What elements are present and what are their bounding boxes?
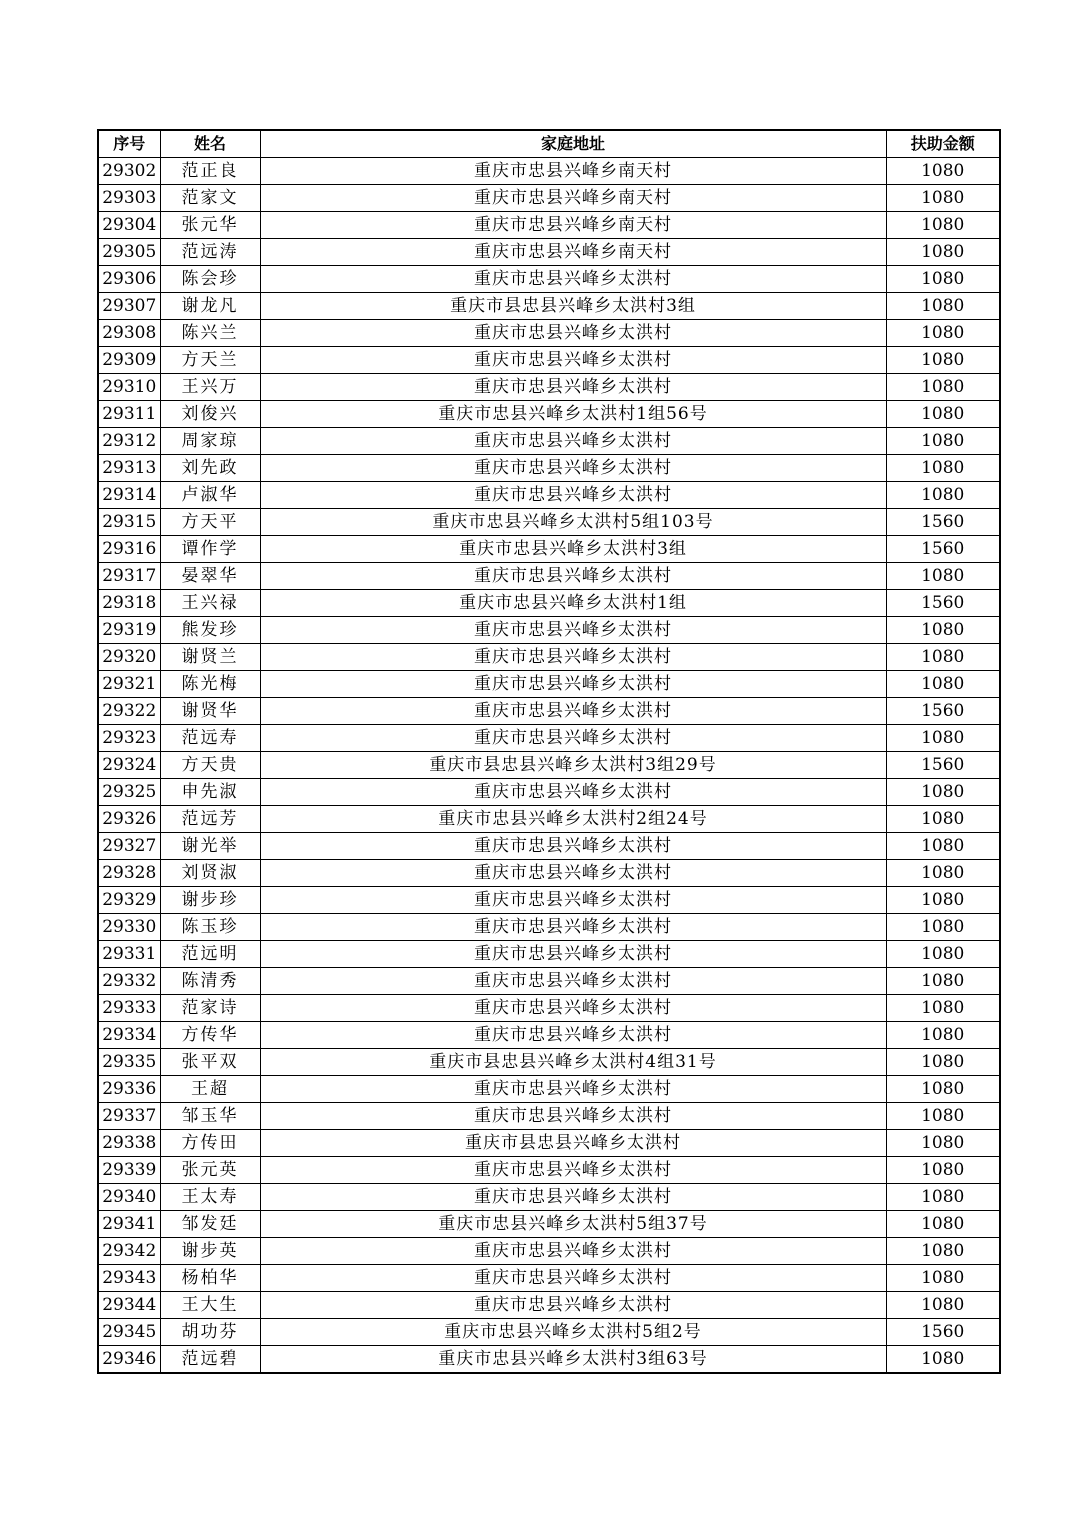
cell-amount: 1080 [886,887,1000,914]
cell-amount: 1080 [886,860,1000,887]
table-row [98,239,1000,266]
table-row [98,671,1000,698]
cell-seq: 29305 [98,239,160,266]
cell-name: 方天平 [160,509,260,536]
cell-seq: 29318 [98,590,160,617]
cell-address: 重庆市忠县兴峰乡太洪村 [260,455,886,482]
cell-amount: 1080 [886,1157,1000,1184]
cell-amount: 1080 [886,1238,1000,1265]
cell-name: 熊发珍 [160,617,260,644]
cell-name: 张元英 [160,1157,260,1184]
cell-amount: 1080 [886,779,1000,806]
cell-seq: 29320 [98,644,160,671]
table-row [98,860,1000,887]
cell-seq: 29308 [98,320,160,347]
cell-address: 重庆市忠县兴峰乡南天村 [260,185,886,212]
cell-name: 谭作学 [160,536,260,563]
cell-seq: 29342 [98,1238,160,1265]
cell-seq: 29309 [98,347,160,374]
table-row [98,536,1000,563]
cell-amount: 1560 [886,590,1000,617]
cell-name: 陈清秀 [160,968,260,995]
cell-name: 王太寿 [160,1184,260,1211]
cell-address: 重庆市忠县兴峰乡太洪村 [260,563,886,590]
cell-address: 重庆市忠县兴峰乡太洪村 [260,887,886,914]
cell-seq: 29321 [98,671,160,698]
cell-amount: 1080 [886,941,1000,968]
cell-address: 重庆市忠县兴峰乡太洪村 [260,644,886,671]
cell-address: 重庆市忠县兴峰乡太洪村3组63号 [260,1346,886,1374]
cell-seq: 29319 [98,617,160,644]
cell-amount: 1080 [886,1049,1000,1076]
cell-seq: 29304 [98,212,160,239]
cell-address: 重庆市忠县兴峰乡太洪村 [260,347,886,374]
table-row [98,1292,1000,1319]
cell-name: 胡功芬 [160,1319,260,1346]
cell-amount: 1080 [886,833,1000,860]
table-body [98,158,1000,1374]
header-seq: 序号 [98,130,160,158]
cell-address: 重庆市忠县兴峰乡太洪村 [260,374,886,401]
cell-address: 重庆市忠县兴峰乡太洪村1组 [260,590,886,617]
cell-name: 刘贤淑 [160,860,260,887]
cell-address: 重庆市忠县兴峰乡太洪村 [260,482,886,509]
cell-name: 张平双 [160,1049,260,1076]
cell-seq: 29316 [98,536,160,563]
cell-address: 重庆市忠县兴峰乡太洪村 [260,1103,886,1130]
cell-seq: 29334 [98,1022,160,1049]
cell-address: 重庆市忠县兴峰乡太洪村 [260,779,886,806]
cell-seq: 29314 [98,482,160,509]
cell-address: 重庆市忠县兴峰乡太洪村1组56号 [260,401,886,428]
table-row [98,482,1000,509]
cell-seq: 29330 [98,914,160,941]
cell-seq: 29302 [98,158,160,185]
cell-name: 申先淑 [160,779,260,806]
cell-name: 刘先政 [160,455,260,482]
cell-seq: 29328 [98,860,160,887]
cell-name: 谢步英 [160,1238,260,1265]
cell-amount: 1080 [886,1211,1000,1238]
cell-seq: 29310 [98,374,160,401]
cell-name: 范远明 [160,941,260,968]
cell-amount: 1560 [886,752,1000,779]
cell-amount: 1080 [886,1076,1000,1103]
assistance-table [97,129,1001,1374]
cell-seq: 29329 [98,887,160,914]
cell-seq: 29324 [98,752,160,779]
table-row [98,698,1000,725]
cell-seq: 29345 [98,1319,160,1346]
cell-address: 重庆市忠县兴峰乡太洪村 [260,617,886,644]
cell-name: 谢光举 [160,833,260,860]
table-row [98,347,1000,374]
table-row [98,1346,1000,1374]
cell-name: 方天贵 [160,752,260,779]
cell-address: 重庆市忠县兴峰乡太洪村 [260,1076,886,1103]
cell-name: 谢贤兰 [160,644,260,671]
table-row [98,1049,1000,1076]
cell-amount: 1080 [886,806,1000,833]
cell-seq: 29317 [98,563,160,590]
table-row [98,293,1000,320]
cell-name: 晏翠华 [160,563,260,590]
cell-address: 重庆市忠县兴峰乡南天村 [260,212,886,239]
table-row [98,1022,1000,1049]
cell-name: 刘俊兴 [160,401,260,428]
table-row [98,185,1000,212]
table-row [98,1319,1000,1346]
cell-name: 范远寿 [160,725,260,752]
cell-address: 重庆市忠县兴峰乡南天村 [260,158,886,185]
table-row [98,1211,1000,1238]
table-row [98,1076,1000,1103]
cell-address: 重庆市忠县兴峰乡太洪村 [260,995,886,1022]
cell-name: 陈会珍 [160,266,260,293]
cell-address: 重庆市县忠县兴峰乡太洪村3组 [260,293,886,320]
cell-amount: 1080 [886,1346,1000,1374]
cell-amount: 1080 [886,1184,1000,1211]
cell-seq: 29344 [98,1292,160,1319]
cell-amount: 1080 [886,671,1000,698]
cell-seq: 29333 [98,995,160,1022]
cell-name: 谢步珍 [160,887,260,914]
cell-address: 重庆市县忠县兴峰乡太洪村 [260,1130,886,1157]
table-row [98,401,1000,428]
cell-name: 周家琼 [160,428,260,455]
cell-address: 重庆市忠县兴峰乡南天村 [260,239,886,266]
cell-amount: 1080 [886,1022,1000,1049]
cell-address: 重庆市忠县兴峰乡太洪村 [260,1157,886,1184]
header-amount: 扶助金额 [886,130,1000,158]
cell-name: 王大生 [160,1292,260,1319]
cell-amount: 1080 [886,968,1000,995]
table-row [98,1265,1000,1292]
cell-address: 重庆市忠县兴峰乡太洪村 [260,428,886,455]
cell-seq: 29325 [98,779,160,806]
cell-seq: 29326 [98,806,160,833]
cell-address: 重庆市忠县兴峰乡太洪村 [260,1292,886,1319]
table-row [98,428,1000,455]
table-row [98,320,1000,347]
cell-name: 陈光梅 [160,671,260,698]
cell-name: 谢龙凡 [160,293,260,320]
cell-seq: 29340 [98,1184,160,1211]
cell-amount: 1080 [886,293,1000,320]
table-row [98,752,1000,779]
cell-seq: 29337 [98,1103,160,1130]
table-row [98,509,1000,536]
cell-seq: 29346 [98,1346,160,1374]
cell-name: 范远碧 [160,1346,260,1374]
cell-seq: 29338 [98,1130,160,1157]
cell-address: 重庆市县忠县兴峰乡太洪村4组31号 [260,1049,886,1076]
cell-name: 方传田 [160,1130,260,1157]
cell-seq: 29341 [98,1211,160,1238]
cell-amount: 1080 [886,644,1000,671]
cell-seq: 29332 [98,968,160,995]
cell-name: 范正良 [160,158,260,185]
cell-name: 方传华 [160,1022,260,1049]
cell-address: 重庆市忠县兴峰乡太洪村 [260,698,886,725]
cell-name: 陈兴兰 [160,320,260,347]
cell-name: 范远芳 [160,806,260,833]
cell-address: 重庆市忠县兴峰乡太洪村 [260,1184,886,1211]
cell-seq: 29331 [98,941,160,968]
table-row [98,725,1000,752]
table-row [98,1238,1000,1265]
table-row [98,968,1000,995]
cell-address: 重庆市忠县兴峰乡太洪村 [260,1265,886,1292]
cell-seq: 29322 [98,698,160,725]
cell-name: 方天兰 [160,347,260,374]
cell-amount: 1080 [886,212,1000,239]
cell-name: 范家诗 [160,995,260,1022]
table-row [98,266,1000,293]
cell-address: 重庆市忠县兴峰乡太洪村5组103号 [260,509,886,536]
cell-amount: 1080 [886,266,1000,293]
cell-address: 重庆市忠县兴峰乡太洪村5组2号 [260,1319,886,1346]
cell-address: 重庆市县忠县兴峰乡太洪村3组29号 [260,752,886,779]
table-row [98,1184,1000,1211]
cell-amount: 1080 [886,914,1000,941]
cell-name: 王超 [160,1076,260,1103]
table-row [98,617,1000,644]
table-row [98,212,1000,239]
cell-amount: 1080 [886,617,1000,644]
cell-amount: 1560 [886,698,1000,725]
table-row [98,1103,1000,1130]
cell-address: 重庆市忠县兴峰乡太洪村 [260,914,886,941]
cell-amount: 1080 [886,1292,1000,1319]
cell-address: 重庆市忠县兴峰乡太洪村 [260,320,886,347]
cell-amount: 1080 [886,1265,1000,1292]
cell-seq: 29343 [98,1265,160,1292]
cell-amount: 1560 [886,1319,1000,1346]
header-address: 家庭地址 [260,130,886,158]
table-row [98,590,1000,617]
cell-amount: 1560 [886,509,1000,536]
table-header-row [98,130,1000,158]
table-row [98,158,1000,185]
cell-address: 重庆市忠县兴峰乡太洪村 [260,1238,886,1265]
table-row [98,563,1000,590]
cell-address: 重庆市忠县兴峰乡太洪村3组 [260,536,886,563]
table-row [98,887,1000,914]
cell-amount: 1080 [886,239,1000,266]
cell-amount: 1080 [886,320,1000,347]
cell-seq: 29315 [98,509,160,536]
cell-seq: 29306 [98,266,160,293]
cell-amount: 1080 [886,347,1000,374]
cell-amount: 1080 [886,401,1000,428]
table-row [98,779,1000,806]
cell-seq: 29335 [98,1049,160,1076]
cell-amount: 1080 [886,1103,1000,1130]
header-name: 姓名 [160,130,260,158]
cell-name: 杨柏华 [160,1265,260,1292]
cell-address: 重庆市忠县兴峰乡太洪村 [260,725,886,752]
table-row [98,1157,1000,1184]
table-row [98,995,1000,1022]
cell-seq: 29339 [98,1157,160,1184]
cell-seq: 29303 [98,185,160,212]
cell-name: 王兴万 [160,374,260,401]
cell-seq: 29307 [98,293,160,320]
table-row [98,806,1000,833]
cell-amount: 1080 [886,995,1000,1022]
table-row [98,833,1000,860]
cell-name: 范家文 [160,185,260,212]
cell-address: 重庆市忠县兴峰乡太洪村2组24号 [260,806,886,833]
cell-amount: 1080 [886,482,1000,509]
table-row [98,914,1000,941]
cell-amount: 1560 [886,536,1000,563]
cell-address: 重庆市忠县兴峰乡太洪村 [260,941,886,968]
cell-amount: 1080 [886,725,1000,752]
table-row [98,644,1000,671]
cell-amount: 1080 [886,428,1000,455]
table-row [98,1130,1000,1157]
cell-name: 谢贤华 [160,698,260,725]
cell-address: 重庆市忠县兴峰乡太洪村 [260,833,886,860]
cell-seq: 29312 [98,428,160,455]
cell-seq: 29313 [98,455,160,482]
cell-amount: 1080 [886,374,1000,401]
table-row [98,455,1000,482]
cell-address: 重庆市忠县兴峰乡太洪村 [260,860,886,887]
cell-seq: 29323 [98,725,160,752]
cell-amount: 1080 [886,455,1000,482]
cell-seq: 29336 [98,1076,160,1103]
cell-seq: 29311 [98,401,160,428]
cell-name: 范远涛 [160,239,260,266]
cell-name: 张元华 [160,212,260,239]
cell-amount: 1080 [886,158,1000,185]
table-row [98,374,1000,401]
cell-address: 重庆市忠县兴峰乡太洪村 [260,671,886,698]
cell-name: 王兴禄 [160,590,260,617]
cell-amount: 1080 [886,185,1000,212]
cell-address: 重庆市忠县兴峰乡太洪村 [260,266,886,293]
cell-address: 重庆市忠县兴峰乡太洪村 [260,1022,886,1049]
cell-address: 重庆市忠县兴峰乡太洪村5组37号 [260,1211,886,1238]
cell-name: 邹玉华 [160,1103,260,1130]
cell-seq: 29327 [98,833,160,860]
cell-name: 邹发廷 [160,1211,260,1238]
cell-amount: 1080 [886,563,1000,590]
cell-name: 陈玉珍 [160,914,260,941]
cell-name: 卢淑华 [160,482,260,509]
table-row [98,941,1000,968]
cell-amount: 1080 [886,1130,1000,1157]
cell-address: 重庆市忠县兴峰乡太洪村 [260,968,886,995]
